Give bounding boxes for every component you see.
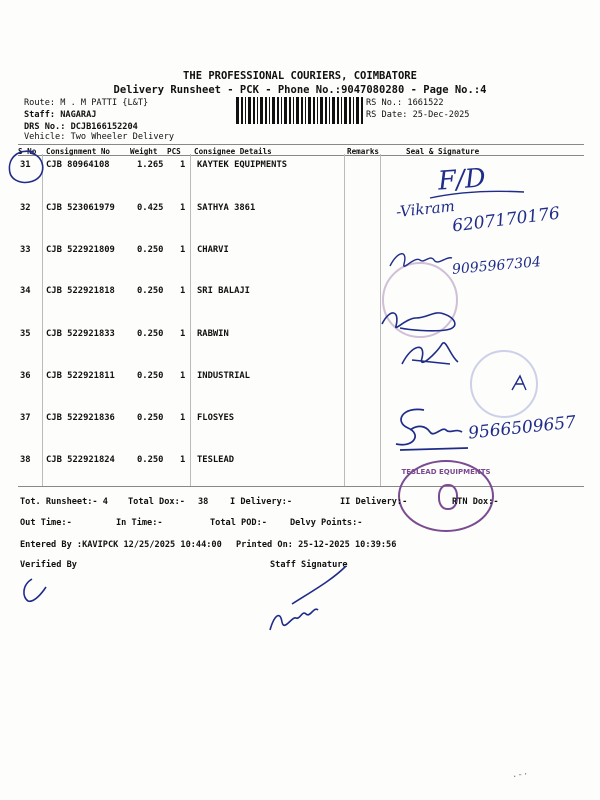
barcode-bar: [320, 97, 323, 124]
col-header-remarks: Remarks: [347, 147, 380, 156]
verified-checkmark: [20, 575, 50, 605]
row-sno: 36: [20, 371, 31, 381]
row-pcs: 1: [180, 160, 186, 170]
row-sno: 32: [20, 203, 31, 213]
barcode-bar: [361, 97, 363, 124]
row-pcs: 1: [180, 371, 186, 381]
handwritten-phone: 6207170176: [451, 203, 561, 237]
barcode-bar: [272, 97, 275, 124]
row-sno: 37: [20, 413, 31, 423]
handwritten-signature: [392, 334, 472, 374]
col-header-pcs: PCS: [167, 147, 181, 156]
row-sno: 38: [20, 455, 31, 465]
table-bottom-rule: [18, 486, 584, 487]
row-consignee: INDUSTRIAL: [197, 371, 250, 381]
barcode-bar: [236, 97, 239, 124]
scan-speck: .-·: [512, 770, 529, 780]
runsheet-subtitle: Delivery Runsheet - PCK - Phone No.:9047080280 - Page No.:4: [113, 84, 487, 96]
barcode-bar: [257, 97, 258, 124]
row-consignment: CJB 522921824: [46, 455, 115, 465]
barcode-bar: [301, 97, 303, 124]
barcode-bar: [289, 97, 291, 124]
row-sno: 35: [20, 329, 31, 339]
barcode-bar: [329, 97, 330, 124]
row-consignment: CJB 522921809: [46, 245, 115, 255]
barcode-bar: [344, 97, 347, 124]
row-consignment: CJB 522921833: [46, 329, 115, 339]
barcode-bar: [245, 97, 246, 124]
delivery-points: Delvy Points:-: [290, 518, 363, 528]
col-header-sno: S No: [18, 147, 37, 156]
row-consignee: TESLEAD: [197, 455, 235, 465]
drs-number: DRS No.: DCJB166152204: [24, 122, 138, 132]
col-divider: [190, 154, 191, 486]
barcode-bar: [305, 97, 306, 124]
handwritten-name: -Vikram: [395, 196, 456, 222]
row-sno: 34: [20, 286, 31, 296]
row-weight: 1.265: [137, 160, 164, 170]
row-weight: 0.250: [137, 286, 164, 296]
row-consignee: SATHYA 3861: [197, 203, 256, 213]
col-header-consignment: Consignment No: [46, 147, 111, 156]
barcode-bar: [317, 97, 318, 124]
handwritten-phone: 9566509657: [467, 412, 577, 444]
barcode-bar: [332, 97, 335, 124]
out-time: Out Time:-: [20, 518, 72, 528]
row-pcs: 1: [180, 455, 186, 465]
row-pcs: 1: [180, 286, 186, 296]
route-text: Route: M . M PATTI {L&T}: [24, 98, 149, 108]
barcode-bar: [248, 97, 251, 124]
barcode-bar: [337, 97, 339, 124]
row-consignment: CJB 80964108: [46, 160, 110, 170]
row-consignee: KAYTEK EQUIPMENTS: [197, 160, 288, 170]
row-sno: 31: [20, 160, 31, 170]
handwritten-phone: 9095967304: [451, 254, 542, 278]
barcode-bar: [353, 97, 354, 124]
total-dox-label: Total Dox:-: [128, 497, 185, 507]
hand-circle-mark: [4, 146, 48, 188]
staff-text: Staff: NAGARAJ: [24, 110, 97, 120]
handwritten-signature: [386, 246, 456, 276]
col-header-seal-signature: Seal & Signature: [406, 147, 480, 156]
row-consignee: CHARVI: [197, 245, 229, 255]
handwritten-signature: [384, 404, 474, 454]
teslead-seal: [398, 460, 494, 532]
barcode-bar: [325, 97, 327, 124]
barcode-bar: [284, 97, 287, 124]
i-delivery: I Delivery:-: [230, 497, 293, 507]
total-pod: Total POD:-: [210, 518, 267, 528]
barcode-image: [236, 97, 364, 124]
staff-signature: [262, 560, 352, 640]
barcode-bar: [241, 97, 243, 124]
row-consignment: CJB 522921836: [46, 413, 115, 423]
row-pcs: 1: [180, 203, 186, 213]
row-weight: 0.250: [137, 329, 164, 339]
row-consignee: RABWIN: [197, 329, 229, 339]
barcode-bar: [356, 97, 359, 124]
row-consignment: CJB 523061979: [46, 203, 115, 213]
barcode-bar: [253, 97, 255, 124]
handwritten-fd: F/D: [437, 163, 487, 197]
row-consignee: FLOSYES: [197, 413, 235, 423]
row-consignee: SRI BALAJI: [197, 286, 250, 296]
barcode-bar: [293, 97, 294, 124]
company-name: THE PROFESSIONAL COURIERS, COIMBATORE: [183, 70, 417, 82]
barcode-bar: [341, 97, 342, 124]
verified-by-label: Verified By: [20, 560, 77, 570]
row-weight: 0.250: [137, 245, 164, 255]
total-dox-value: 38: [198, 497, 209, 507]
hand-mark: [508, 372, 532, 394]
barcode-bar: [265, 97, 267, 124]
row-sno: 33: [20, 245, 31, 255]
barcode-bar: [313, 97, 315, 124]
barcode-bar: [296, 97, 299, 124]
row-weight: 0.250: [137, 455, 164, 465]
barcode-bar: [277, 97, 279, 124]
row-consignment: CJB 522921818: [46, 286, 115, 296]
seal-text: TESLEAD EQUIPMENTS: [401, 468, 491, 476]
row-weight: 0.250: [137, 371, 164, 381]
rtn-dox: RTN Dox:-: [452, 497, 499, 507]
row-weight: 0.425: [137, 203, 164, 213]
rs-date: RS Date: 25-Dec-2025: [366, 110, 470, 120]
barcode-bar: [269, 97, 270, 124]
ii-delivery: II Delivery:-: [340, 497, 408, 507]
row-pcs: 1: [180, 329, 186, 339]
table-top-rule: [18, 144, 584, 145]
printed-on: Printed On: 25-12-2025 10:39:56: [236, 540, 397, 550]
row-pcs: 1: [180, 413, 186, 423]
col-divider: [344, 154, 345, 486]
barcode-bar: [260, 97, 263, 124]
entered-by: Entered By :KAVIPCK 12/25/2025 10:44:00: [20, 540, 222, 550]
row-consignment: CJB 522921811: [46, 371, 115, 381]
col-header-weight: Weight: [130, 147, 158, 156]
total-runsheet: Tot. Runsheet:- 4: [20, 497, 108, 507]
barcode-bar: [349, 97, 351, 124]
col-divider: [42, 154, 43, 486]
row-pcs: 1: [180, 245, 186, 255]
row-weight: 0.250: [137, 413, 164, 423]
barcode-bar: [281, 97, 282, 124]
col-header-consignee: Consignee Details: [194, 147, 272, 156]
vehicle-text: Vehicle: Two Wheeler Delivery: [24, 132, 175, 142]
in-time: In Time:-: [116, 518, 163, 528]
barcode-bar: [308, 97, 311, 124]
rs-number: RS No.: 1661522: [366, 98, 444, 108]
staff-signature-label: Staff Signature: [270, 560, 348, 570]
